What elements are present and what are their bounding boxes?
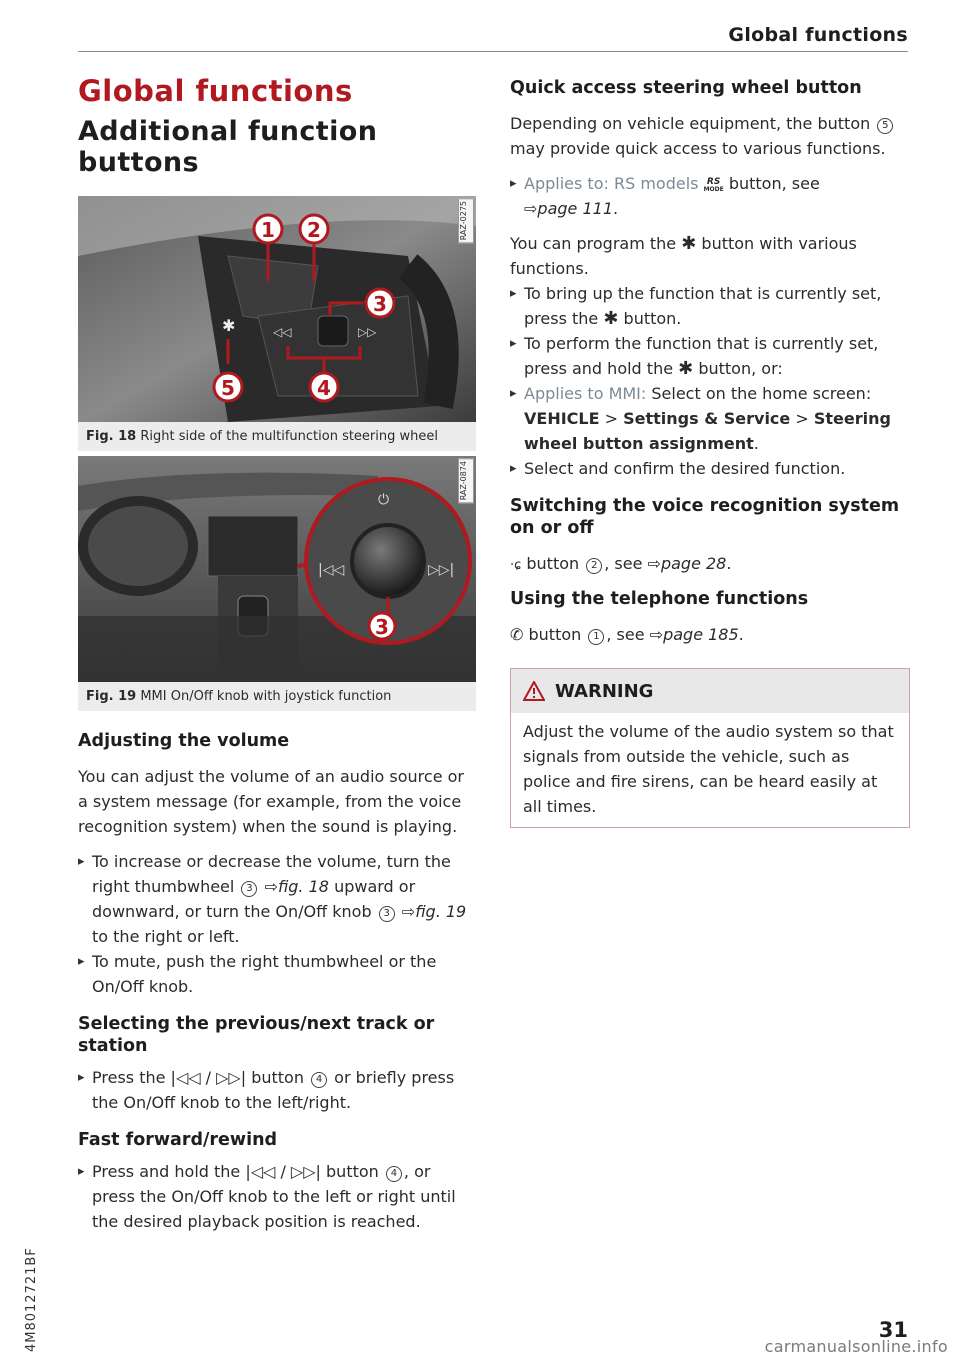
quick-bullet-bring [510,281,910,331]
step-text: or briefly press the On/Off knob to the left/right. [92,1068,455,1112]
skip-icon: |◁◁ / ▷▷| [245,1162,321,1181]
callout-ref: 4 [311,1072,327,1088]
quick-bullet-mmi: ▸ Applies to MMI: Select on the home screen: VEHICLE > Settings & Service > Steering wheel button assignment. [510,381,910,456]
figure-label: Fig. 18 [86,429,137,444]
applies-to: Applies to MMI: [524,384,647,403]
watermark: carmanualsonline.info [764,1337,948,1356]
volume-heading: Adjusting the volume [78,731,290,751]
figure-label: Fig. 19 [86,689,137,704]
phone-icon: ✆ [510,625,524,644]
figure-19 [78,456,476,711]
voice-icon: ·ɕ [510,558,522,573]
quick-program [510,231,910,281]
step-text: button [251,1068,304,1087]
para-text: To bring up the function that is currently set, press the [524,284,882,328]
menu-path: VEHICLE [524,409,600,428]
quick-bullet-perform [510,331,910,381]
arrow-icon: ⇨ [401,902,416,921]
mmi-knob-image [78,456,476,682]
callout-ref: 1 [588,629,604,645]
step-text: To increase or decrease the volume, turn the right thumbwheel [92,852,451,896]
phone-heading: Using the telephone functions [510,589,809,609]
step-text: button [326,1162,379,1181]
steering-wheel-illustration [78,196,476,422]
ffwd-step-1 [78,1159,478,1234]
quick-bullet-select: ▸ Select and confirm the desired function. [510,456,910,481]
step-text: , or press the On/Off knob to the left or right until the desired playback position is reached. [92,1162,456,1231]
page-link[interactable]: page 111 [537,199,613,218]
para-text: , see [606,625,645,644]
callout-5: 5 [221,376,235,400]
volume-step-2: ▸ To mute, push the right thumbwheel or the On/Off knob. [78,949,478,999]
callout-1: 1 [261,218,275,242]
figure-code: RAZ-0275 [458,198,474,243]
document-code-text: 4M8012721BF [24,1247,39,1352]
svg-text:◁◁: ◁◁ [273,325,292,339]
figure-caption [78,422,476,451]
skip-icon: |◁◁ / ▷▷| [170,1068,247,1087]
callout-3: 3 [373,292,387,316]
warning-body: Adjust the volume of the audio system so that signals from outside the vehicle, such as police and fire sirens, can be heard easily at all times. [523,722,894,816]
svg-text:✱: ✱ [222,316,236,335]
arrow-icon: ⇨ [649,625,664,644]
svg-text:▷▷: ▷▷ [358,325,377,339]
warning-header [511,669,909,713]
figure-link[interactable]: fig. 18 [277,877,329,896]
warning-title: WARNING [555,680,654,702]
header-rule [78,51,908,52]
warning-icon [523,681,545,701]
track-step-1 [78,1065,478,1115]
para-text: may provide quick access to various functions. [510,139,886,158]
page-link[interactable]: page 185 [663,625,739,644]
menu-separator: > [604,409,619,428]
quick-bullet-rs: ▸ Applies to: RS models RS MODE button, see ⇨page 111. [510,171,910,221]
rs-icon-text: RS [706,177,721,187]
callout-3: 3 [375,615,389,639]
asterisk-icon: ✱ [603,308,619,329]
para-text: button [526,554,580,573]
para-text: button. [623,309,682,328]
callout-4: 4 [317,376,331,400]
figure-caption [78,682,476,711]
para-text: button with various functions. [510,234,857,278]
callout-2: 2 [307,218,321,242]
voice-text: ·ɕ button 2 , see ⇨page 28. [510,554,732,573]
para-text: button, or: [698,359,783,378]
menu-path: Steering wheel button assignment [524,409,891,453]
para-text: Depending on vehicle equipment, the button [510,114,871,133]
callout-ref: 4 [386,1166,402,1182]
step-text: to the right or left. [92,927,240,946]
asterisk-icon: ✱ [678,358,694,379]
applies-to: Applies to: RS models [524,174,699,193]
right-column [510,77,910,657]
document-code [16,1180,40,1360]
step-text: upward or downward, or turn the On/Off knob [92,877,416,921]
callout-ref: 5 [877,118,893,134]
figure-caption-text: MMI On/Off knob with joystick function [140,689,392,704]
section-title: Global functions [78,74,353,108]
voice-heading: Switching the voice recognition system on or off [510,496,900,538]
page-number: 31 [878,1318,908,1342]
menu-separator: > [795,409,809,428]
page-link[interactable]: page 28 [660,554,727,573]
figure-18 [78,196,476,451]
running-header: Global functions [728,24,908,46]
quick-intro [510,111,910,161]
svg-text:|◁◁: |◁◁ [318,562,345,578]
warning-box [510,668,910,828]
arrow-icon: ⇨ [264,877,278,896]
para-text: To perform the function that is currently set, press and hold the [524,334,879,378]
ffwd-heading: Fast forward/rewind [78,1130,278,1150]
asterisk-icon: ✱ [681,233,697,254]
subsection-title: Additional function buttons [78,116,378,178]
para-text: button, see [728,174,820,193]
rs-mode-icon [704,178,724,194]
para-text: button [528,625,582,644]
volume-intro: You can adjust the volume of an audio source or a system message (for example, from the voice recognition system) when the sound is playing. [78,767,464,836]
para-text: , see [604,554,643,573]
phone-text: ✆ button 1 , see ⇨page 185. [510,625,744,644]
figure-code: RAZ-0874 [458,458,474,503]
svg-text:▷▷|: ▷▷| [428,562,455,578]
left-column [78,730,478,1234]
menu-path: Settings & Service [623,409,791,428]
figure-caption-text: Right side of the multifunction steering wheel [140,429,438,444]
steering-wheel-image [78,196,476,422]
mmi-knob-illustration [78,456,476,682]
arrow-icon: ⇨ [524,199,538,218]
volume-step-1 [78,849,478,949]
quick-heading: Quick access steering wheel button [510,78,862,98]
callout-ref: 3 [241,881,257,897]
track-heading: Selecting the previous/next track or station [78,1014,435,1056]
figure-link[interactable]: fig. 19 [415,902,467,921]
svg-text:⏻: ⏻ [378,492,390,508]
arrow-icon: ⇨ [647,554,661,573]
callout-ref: 2 [586,558,602,574]
callout-ref: 3 [379,906,395,922]
para-text: Select on the home screen: [651,384,872,403]
step-text: Press and hold the [92,1162,241,1181]
para-text: You can program the [510,234,677,253]
step-text: Press the [92,1068,166,1087]
mode-icon-text: MODE [703,186,724,193]
